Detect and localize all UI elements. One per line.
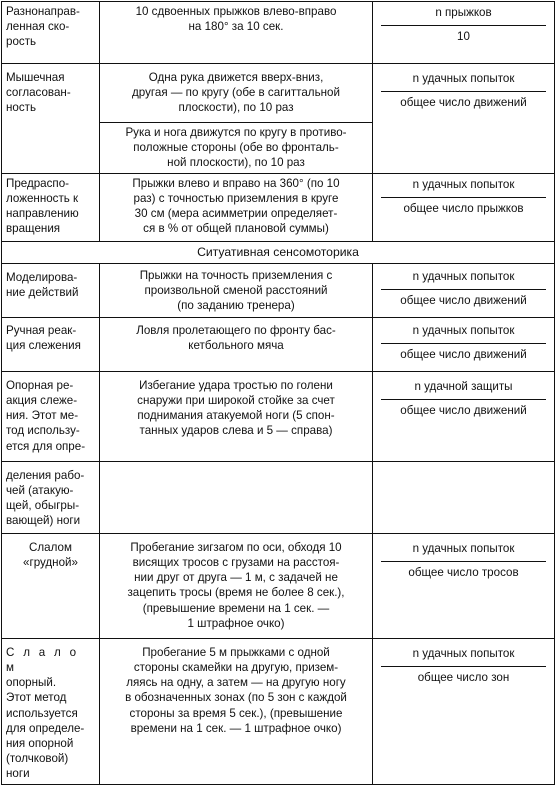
method-cell: Ловля пролетающего по фронту бас- кетбольного мяча — [100, 317, 373, 371]
method-cell: Прыжки влево и вправо на 360° (по 10 раз) с точностью приземления в круге 30 см (мера асимметрии определяет- ся в % от общей плановой суммы) — [100, 173, 373, 241]
method-cell: Прыжки на точность приземления с произвольной сменой расстояний (по заданию тренера) — [100, 263, 373, 317]
method-cell: Пробегание 5 м прыжками с одной стороны скамейки на другую, призем- ляясь на одну, а затем — на другую ногу в обозначенных зонах (по 5 зон с каждой стороны за время 5 сек.), (превышение времени на 1 сек. — 1 штрафное очко) — [100, 638, 373, 784]
table-row — [2, 64, 555, 123]
quality-cell: С л а л о м опорный. Этот метод используется для определе- ния опорной (толчковой) ноги — [2, 638, 100, 784]
formula-denominator: общее число движений — [400, 403, 527, 417]
quality-cell: Ручная реак- ция слежения — [2, 317, 100, 371]
quality-cell: Слалом «грудной» — [2, 533, 100, 638]
formula-cell — [373, 64, 555, 174]
empty-cell — [100, 461, 373, 533]
formula-numerator: n прыжков — [435, 6, 492, 19]
formula-cell — [373, 2, 555, 64]
formula-denominator: 10 — [457, 30, 470, 43]
formula-numerator: n удачных попыток — [412, 646, 515, 660]
table-row — [2, 461, 555, 533]
table-row — [2, 2, 555, 64]
formula-denominator: общее число движений — [400, 96, 527, 109]
formula-cell — [373, 263, 555, 317]
formula-cell — [373, 533, 555, 638]
quality-cell: деления рабо- чей (атакую- щей, обыгры- вающей) ноги — [2, 461, 100, 533]
quality-cell: Разнонаправ- ленная ско- рость — [2, 2, 100, 64]
quality-cell: Моделирова- ние действий — [2, 263, 100, 317]
formula-cell — [373, 317, 555, 371]
formula-numerator: n удачных попыток — [412, 177, 515, 191]
table-row — [2, 533, 555, 638]
formula-numerator: n удачных попыток — [412, 269, 515, 283]
formula-cell — [373, 371, 555, 461]
formula-numerator: n удачных попыток — [412, 541, 515, 555]
method-cell: Пробегание зигзагом по оси, обходя 10 висящих тросов с грузами на расстоя- нии друг от друга — 1 м, с задачей не зацепить тросы (время не более 8 сек.), (превышение времени на 1 сек. — 1 штрафное очко) — [100, 533, 373, 638]
method-cell: 10 сдвоенных прыжков влево-вправо на 180° за 10 сек. — [100, 2, 373, 64]
method-cell: Рука и нога движутся по кругу в противо- положные стороны (обе во фронталь- ной плоскости), по 10 раз — [100, 123, 373, 174]
formula-denominator: общее число движений — [400, 347, 527, 361]
table-row — [2, 638, 555, 784]
quality-cell: Мышечная согласован- ность — [2, 64, 100, 174]
formula-numerator: n удачных попыток — [412, 72, 515, 85]
table-row — [2, 317, 555, 371]
table-row — [2, 371, 555, 461]
formula-numerator: n удачной защиты — [414, 379, 513, 393]
quality-cell: Предраспо- ложенность к направлению вращения — [2, 173, 100, 241]
method-cell: Избегание удара тростью по голени снаружи при широкой стойке за счет поднимания атакуемой ноги (5 спон- танных ударов слева и 5 — справа) — [100, 371, 373, 461]
formula-denominator: общее число прыжков — [403, 201, 524, 215]
quality-cell: Опорная ре- акция слеже- ния. Этот ме- тод использу- ется для опре- — [2, 371, 100, 461]
table-row — [2, 263, 555, 317]
methods-table — [1, 1, 555, 785]
formula-numerator: n удачных попыток — [412, 323, 515, 337]
formula-denominator: общее число движений — [400, 293, 527, 307]
table-row — [2, 241, 555, 263]
table-row — [2, 173, 555, 241]
method-cell: Одна рука движется вверх-вниз, другая — по кругу (обе в сагиттальной плоскости), по 10 раз — [100, 64, 373, 123]
formula-cell — [373, 638, 555, 784]
empty-cell — [373, 461, 555, 533]
formula-cell — [373, 173, 555, 241]
section-header: Ситуативная сенсомоторика — [2, 241, 555, 263]
formula-denominator: общее число зон — [417, 670, 510, 684]
formula-denominator: общее число тросов — [408, 565, 519, 579]
